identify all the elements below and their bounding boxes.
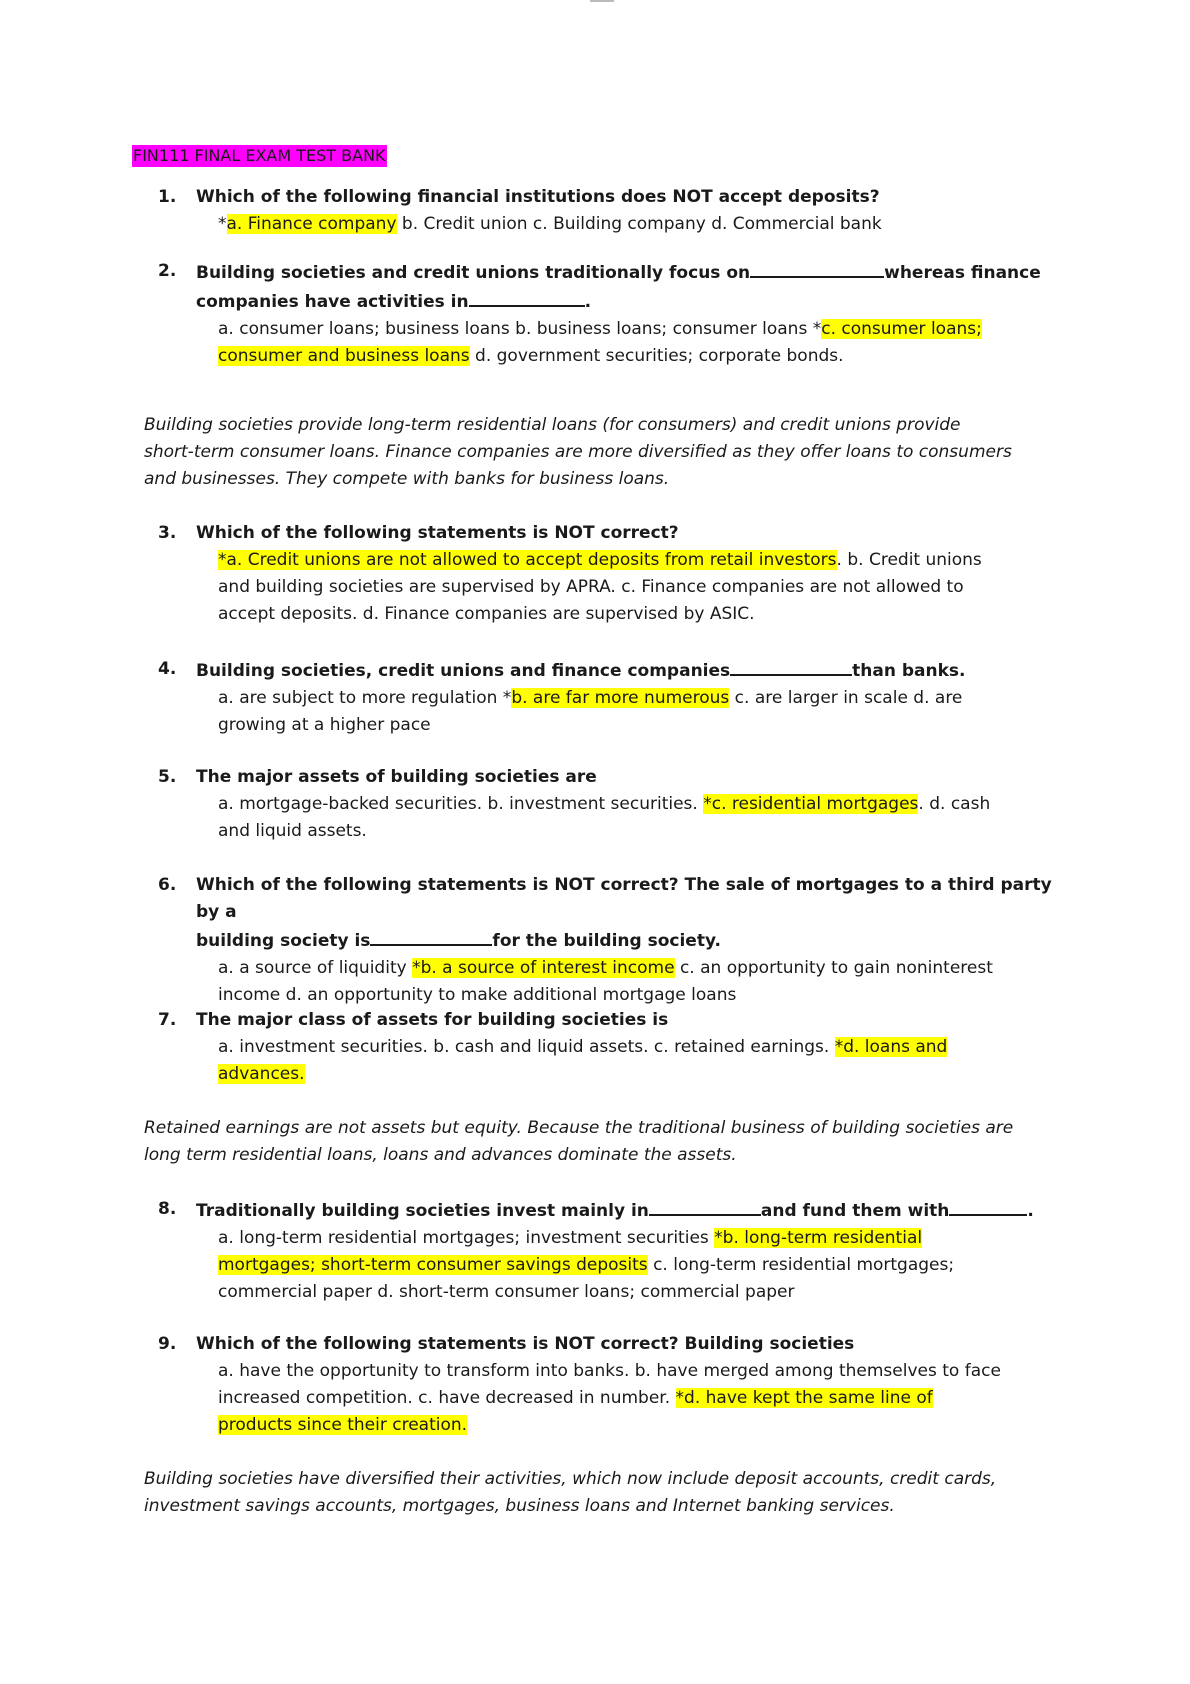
question-9	[158, 1331, 1058, 1439]
page-top-mark	[590, 0, 614, 2]
answer-options: a. investment securities. b. cash and liquid assets. c. retained earnings. *d. loans and advances.	[218, 1037, 948, 1084]
question-stem: The major class of assets for building societies is	[196, 1010, 669, 1030]
question-number: 5.	[158, 767, 177, 787]
question-number: 9.	[158, 1334, 177, 1354]
question-stem: Building societies, credit unions and finance companies than banks.	[196, 656, 1058, 685]
correct-answer: *c. residential mortgages	[703, 794, 919, 814]
correct-answer: a. Finance company	[226, 214, 397, 234]
question-stem: Which of the following statements is NOT correct? The sale of mortgages to a third party by a building society is for the building society.	[196, 875, 1052, 951]
question-number: 8.	[158, 1199, 177, 1219]
question-number: 3.	[158, 523, 177, 543]
correct-answer: advances.	[218, 1064, 305, 1084]
answer-blank	[469, 287, 585, 307]
correct-answer: *b. long-term residential	[714, 1228, 923, 1248]
page-title: FIN111 FINAL EXAM TEST BANK	[133, 146, 386, 165]
answer-options: a. are subject to more regulation *b. are far more numerous c. are larger in scale d. are growing at a higher pace	[218, 688, 963, 735]
question-1	[158, 184, 1058, 238]
question-7	[158, 1007, 1058, 1088]
correct-answer: products since their creation.	[218, 1415, 468, 1435]
correct-answer: mortgages; short-term consumer savings deposits	[218, 1255, 648, 1275]
question-stem: The major assets of building societies are	[196, 767, 597, 787]
question-stem: Traditionally building societies invest mainly in and fund them with .	[196, 1196, 1058, 1225]
explanation-note: Building societies have diversified their activities, which now include deposit accounts, credit cards, investment savings accounts, mortgages, business loans and Internet banking services.	[144, 1469, 997, 1516]
correct-answer: consumer and business loans	[218, 346, 470, 366]
correct-answer: b. are far more numerous	[511, 688, 730, 708]
answer-options: a. have the opportunity to transform into banks. b. have merged among themselves to face increased competition. c. have decreased in number. *d. have kept the same line of products since their creation.	[218, 1361, 1001, 1435]
correct-answer: *d. have kept the same line of	[675, 1388, 933, 1408]
answer-blank	[370, 926, 492, 946]
explanation-note: Retained earnings are not assets but equity. Because the traditional business of building societies are long term residential loans, loans and advances dominate the assets.	[144, 1118, 1014, 1165]
question-stem: Which of the following financial institutions does NOT accept deposits?	[196, 187, 880, 207]
question-number: 1.	[158, 187, 177, 207]
correct-answer: *a. Credit unions are not allowed to accept deposits from retail investors	[218, 550, 837, 570]
question-3	[158, 520, 1058, 628]
answer-options: *a. Credit unions are not allowed to accept deposits from retail investors. b. Credit unions and building societies are supervised by APRA. c. Finance companies are not allowed to accept deposits. d. Finance companies are supervised by ASIC.	[218, 550, 982, 624]
correct-answer: *d. loans and	[834, 1037, 948, 1057]
question-number: 7.	[158, 1010, 177, 1030]
explanation-note: Building societies provide long-term residential loans (for consumers) and credit unions provide short-term consumer loans. Finance companies are more diversified as they offer loans to consumers and businesses. They compete with banks for business loans.	[144, 415, 1012, 489]
answer-blank	[649, 1196, 761, 1216]
question-5	[158, 764, 1058, 845]
answer-blank	[750, 258, 884, 278]
answer-options: *a. Finance company b. Credit union c. Building company d. Commercial bank	[218, 214, 882, 234]
question-number: 6.	[158, 875, 177, 895]
answer-options: a. consumer loans; business loans b. business loans; consumer loans *c. consumer loans; consumer and business loans d. government securities; corporate bonds.	[218, 319, 982, 366]
answer-blank	[949, 1196, 1027, 1216]
question-stem: Building societies and credit unions traditionally focus on whereas finance companies have activities in .	[196, 258, 1058, 316]
question-stem: Which of the following statements is NOT correct? Building societies	[196, 1334, 855, 1354]
correct-answer: c. consumer loans;	[821, 319, 982, 339]
correct-answer: *b. a source of interest income	[412, 958, 675, 978]
answer-options: a. long-term residential mortgages; investment securities *b. long-term residential mortgages; short-term consumer savings deposits c. long-term residential mortgages; commercial paper d. short-term consumer loans; commercial paper	[218, 1228, 955, 1302]
question-stem: Which of the following statements is NOT correct?	[196, 523, 679, 543]
question-4	[158, 656, 1058, 739]
answer-blank	[730, 656, 852, 676]
answer-options: a. a source of liquidity *b. a source of interest income c. an opportunity to gain noninterest income d. an opportunity to make additional mortgage loans	[218, 958, 993, 1005]
answer-options: a. mortgage-backed securities. b. investment securities. *c. residential mortgages. d. cash and liquid assets.	[218, 794, 991, 841]
question-6	[158, 872, 1058, 1009]
question-8	[158, 1196, 1058, 1306]
question-2	[158, 258, 1058, 370]
question-number: 2.	[158, 261, 177, 281]
question-number: 4.	[158, 659, 177, 679]
